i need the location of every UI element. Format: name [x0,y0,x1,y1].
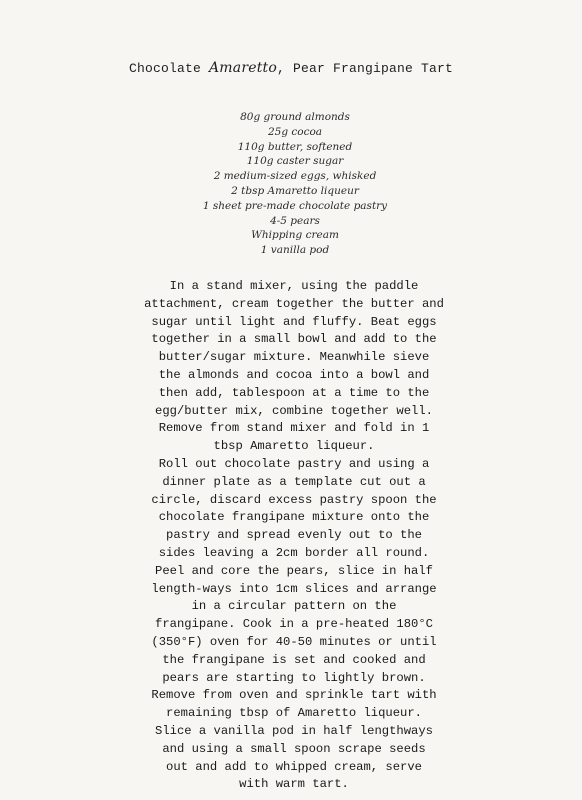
method-line: Slice a vanilla pod in half lengthways [155,723,433,738]
method-line: with warm tart. [239,777,349,792]
method-line: dinner plate as a template cut out a [162,474,426,489]
ingredient-item: 1 vanilla pod [260,244,330,257]
recipe-title [0,60,582,76]
ingredient-item: 80g ground almonds [240,111,350,123]
method-line: attachment, cream together the butter and [144,296,444,311]
title-script-word: Amaretto [208,60,277,76]
method-line: Roll out chocolate pastry and using a [158,456,430,471]
method-line: chocolate frangipane mixture onto the [158,510,430,525]
method-line: in a circular pattern on the [191,599,397,614]
title-text-end: , Pear Frangipane Tart [276,61,454,76]
method-line: egg/butter mix, combine together well. [155,403,433,418]
method-line: pastry and spread evenly out to the [166,528,422,543]
method-line: Peel and core the pears, slice in half [155,563,433,578]
method-line: Remove from stand mixer and fold in 1 [158,421,430,436]
method-line: together in a small bowl and add to the [151,332,437,347]
method-line: remaining tbsp of Amaretto liqueur. [166,706,422,721]
ingredients-list [150,110,440,258]
method-line: Remove from oven and sprinkle tart with [151,688,437,703]
method-line: (350°F) oven for 40-50 minutes or until [151,634,437,649]
ingredient-item: 25g cocoa [267,125,323,138]
method-line: the almonds and cocoa into a bowl and [158,367,430,382]
method-line: pears are starting to lightly brown. [162,670,426,685]
ingredient-item: 2 tbsp Amaretto liqueur [231,184,359,197]
method-line: the frangipane is set and cooked and [162,652,426,667]
method-line: frangipane. Cook in a pre-heated 180°C [155,617,433,632]
ingredient-item: 110g butter, softened [237,140,353,153]
method-line: butter/sugar mixture. Meanwhile sieve [158,350,430,365]
ingredient-item: 2 medium-sized eggs, whisked [213,170,377,183]
ingredient-item: 4-5 pears [270,214,320,227]
method-paragraph [140,278,448,794]
method-line: circle, discard excess pastry spoon the [151,492,437,507]
method-line: sides leaving a 2cm border all round. [158,545,430,560]
method-line: tbsp Amaretto liqueur. [213,439,375,454]
ingredient-item: 1 sheet pre-made chocolate pastry [202,199,388,212]
method-line: length-ways into 1cm slices and arrange [151,581,437,596]
method-line: and using a small spoon scrape seeds [162,741,426,756]
title-text-start: Chocolate [128,61,209,76]
method-line: In a stand mixer, using the paddle [169,279,419,293]
method-line: then add, tablespoon at a time to the [158,385,430,400]
method-line: out and add to whipped cream, serve [166,759,422,774]
ingredient-item: Whipping cream [251,229,339,242]
ingredient-item: 110g caster sugar [246,155,344,168]
method-line: sugar until light and fluffy. Beat eggs [151,314,437,329]
